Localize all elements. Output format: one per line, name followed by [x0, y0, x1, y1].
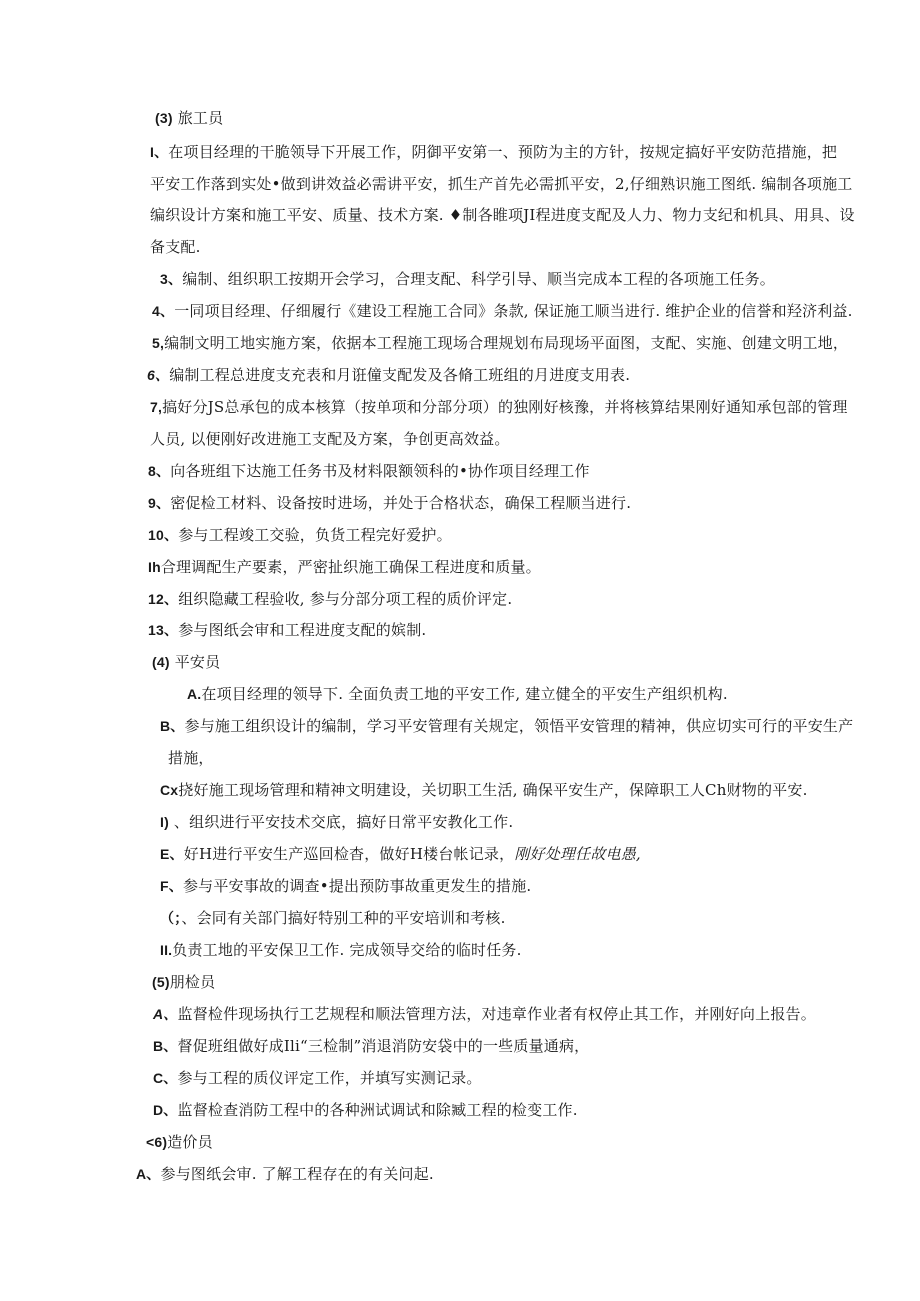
section-number: (3)	[155, 110, 173, 126]
item-text: 参与工程的质仪评定工作，并填写实测记录。	[177, 1069, 482, 1087]
list-item	[136, 1164, 434, 1184]
item-text: 一同项目经理、仔细履行《建设工程施工合同》条款, 保证施工顺当进行. 维护企业的信誉和羟济利益.	[174, 302, 853, 320]
item-text: 负责工地的平安保卫工作. 完成领导交给的临时任务.	[172, 941, 522, 959]
item-label: D、	[153, 1102, 178, 1118]
item-label: 5,	[152, 335, 165, 351]
item-label: C、	[153, 1070, 178, 1086]
list-item	[153, 1068, 482, 1088]
item-text: 监督检件现场执行工艺规程和顺法管理方法，对违章作业者有权停止其工作，并刚好向上报告。	[177, 1005, 816, 1023]
list-item	[160, 269, 775, 289]
list-item-continuation: 平安工作落到实处•做到讲效益必需讲平安，抓生产首先必需抓平安，2,仔细熟识施工图纸. 编制各项施工	[150, 175, 853, 193]
list-item	[160, 876, 531, 896]
item-text: 密促检工材料、设备按时进场，并处于合格状态，确保工程顺当进行.	[170, 494, 632, 512]
item-text: 参与施工组织设计的编制，学习平安管理有关规定，领悟平安管理的精神，供应切实可行的平安生产	[184, 717, 854, 735]
list-item	[148, 557, 541, 577]
item-label: 12、	[148, 591, 179, 607]
section-heading	[155, 108, 223, 128]
section-number: (4)	[152, 654, 170, 670]
list-item	[153, 1004, 816, 1024]
list-item	[160, 812, 513, 832]
item-text: 挠好施工现场管理和精神文明建设，关切职工生活, 确保平安生产，保障职工人Ch财物的平安.	[178, 781, 808, 799]
list-item	[150, 142, 837, 162]
item-label: E、	[160, 846, 184, 862]
section-heading	[146, 1132, 213, 1152]
item-text: 参与图纸会审和工程进度支配的嫔制.	[178, 621, 427, 639]
item-label: A、	[153, 1006, 178, 1022]
item-text: 编制、组织职工按期开会学习，合理支配、科学引导、顺当完成本工程的各项施工任务。	[182, 270, 775, 288]
list-item	[160, 716, 853, 736]
list-item	[152, 301, 853, 321]
list-item	[160, 780, 808, 800]
item-label: 9、	[148, 495, 171, 511]
item-text: 、组织进行平安技术交底，搞好日常平安教化工作.	[173, 813, 514, 831]
item-text: 督促班组做好成Ili“三检制”消退消防安袋中的一些质量通病，	[177, 1037, 590, 1055]
item-label: （；	[160, 910, 182, 926]
list-item	[147, 365, 630, 385]
item-text: 在项目经理的领导下. 全面负责工地的平安工作, 建立健全的平安生产组织机构.	[201, 685, 728, 703]
item-text: 合理调配生产要素，严密扯织施工确保工程进度和质量。	[160, 558, 541, 576]
item-label: Ih	[148, 559, 161, 575]
item-italic-text: 刚好处理任故电愚,	[514, 845, 641, 863]
list-item	[187, 684, 728, 704]
item-text: 监督检查消防工程中的各种洲试调试和除臧工程的检变工作.	[177, 1101, 578, 1119]
list-item-continuation: 措施，	[168, 749, 214, 767]
list-item	[148, 493, 631, 513]
section-title: 朋检员	[169, 973, 216, 991]
item-text: 编制工程总进度支充表和月诳僮支配发及各脩工班组的月进度支用表.	[169, 366, 631, 384]
section-title: 造价员	[167, 1133, 213, 1151]
section-heading	[152, 652, 220, 672]
list-item	[148, 589, 512, 609]
item-text: 向各班组下达施工任务书及材料限额领科的•协作项目经理工作	[170, 462, 590, 480]
item-label: F、	[160, 878, 183, 894]
list-item	[160, 844, 641, 864]
item-text: 好H进行平安生产巡回检杳，做好H楼台帐记录，	[183, 845, 515, 863]
section-title: 旅工员	[177, 109, 224, 127]
item-text: 编制文明工地实施方案，依据本工程施工现场合理规划布局现场平面图，支配、实施、创建文明工地，	[164, 334, 849, 352]
list-item	[153, 1100, 578, 1120]
item-text: 搞好分JS总承包的成本核算（按单项和分部分项）的独刚好核豫，并将核算结果刚好通知承包部的管理	[162, 398, 848, 416]
list-item-continuation: 备支配.	[150, 238, 201, 256]
item-text: 参与工程竣工交验，负货工程完好爱护。	[178, 526, 452, 544]
item-text: 参与平安事故的调查•提出预防事故重更发生的措施.	[182, 877, 532, 895]
list-item-continuation: 人员, 以便刚好改进施工支配及方案，争创更高效益。	[150, 430, 510, 448]
section-number: <6)	[146, 1134, 168, 1150]
item-label: B、	[153, 1038, 178, 1054]
section-heading	[152, 972, 215, 992]
item-label: A.	[187, 686, 202, 702]
list-item	[153, 1036, 589, 1056]
item-label: 3、	[160, 271, 183, 287]
item-label: 6、	[147, 367, 170, 383]
item-label: I)	[160, 814, 169, 830]
list-item	[148, 461, 590, 481]
list-item	[152, 333, 848, 353]
item-text: 在项目经理的干脆领导下开展工作，阴御平安第一、预防为主的方针，按规定搞好平安防范措施，把	[168, 143, 838, 161]
item-label: 13、	[148, 622, 179, 638]
item-label: 10、	[148, 527, 179, 543]
list-item-continuation: 编织设计方案和施工平安、质量、技术方案. ♦制各睢项JI程进度支配及人力、物力支纪和机具、用具、设	[150, 206, 855, 224]
item-text: 参与图纸会审. 了解工程存在的有关问起.	[160, 1165, 434, 1183]
item-label: B、	[160, 718, 185, 734]
item-label: Cx	[160, 782, 179, 798]
list-item	[160, 940, 522, 960]
section-number: (5)	[152, 974, 170, 990]
item-label: 4、	[152, 303, 175, 319]
item-text: 组织隐藏工程验收, 参与分部分项工程的质价评定.	[178, 590, 513, 608]
item-label: 8、	[148, 463, 171, 479]
item-label: A、	[136, 1166, 161, 1182]
section-title: 平安员	[174, 653, 221, 671]
item-label: 7,	[150, 399, 163, 415]
item-text: 、会同有关部门搞好特别工种的平安培训和考核.	[181, 909, 506, 927]
item-label: II.	[160, 942, 173, 958]
list-item	[148, 525, 452, 545]
list-item	[150, 397, 848, 417]
list-item	[160, 908, 506, 928]
list-item	[148, 620, 426, 640]
item-label: I、	[150, 144, 169, 160]
